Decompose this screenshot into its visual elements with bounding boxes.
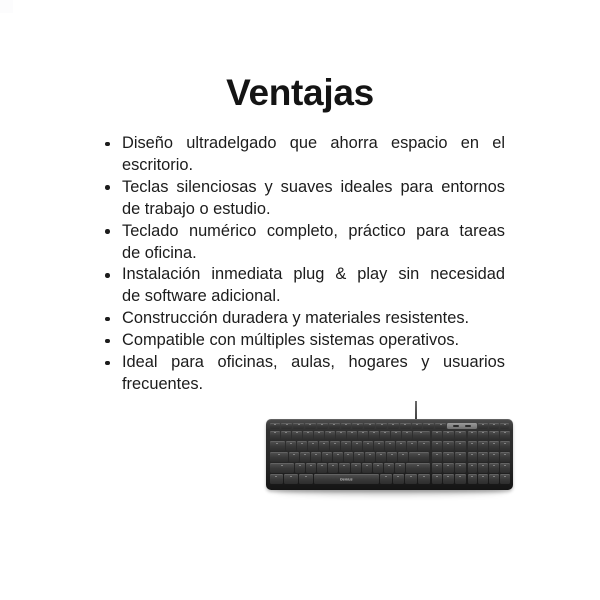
key [325, 431, 335, 441]
key [435, 423, 446, 430]
key [270, 474, 284, 484]
key [443, 441, 454, 451]
key [432, 474, 443, 484]
key [329, 423, 340, 430]
advantage-line: Teclado numérico completo, práctico para tareas [122, 221, 505, 240]
key [270, 441, 285, 451]
key [413, 431, 430, 441]
page-title: Ventajas [226, 72, 374, 113]
key [319, 441, 329, 451]
key [364, 423, 375, 430]
key [281, 423, 292, 430]
key [341, 423, 352, 430]
key [393, 474, 405, 484]
key [432, 463, 443, 473]
keyboard-lower [270, 431, 510, 485]
key [468, 463, 478, 473]
keyboard-main-block [270, 431, 430, 485]
key [388, 423, 399, 430]
key [443, 474, 454, 484]
key [443, 463, 454, 473]
key [500, 452, 510, 462]
keyboard-row [270, 474, 430, 484]
key [468, 431, 478, 441]
indicator-lights [447, 423, 477, 430]
keyboard-numpad [468, 431, 510, 485]
key [362, 463, 372, 473]
key [322, 452, 332, 462]
key [384, 463, 394, 473]
key [478, 423, 488, 430]
advantage-item [103, 133, 505, 177]
key [333, 452, 343, 462]
spacebar-key [314, 474, 379, 484]
advantage-line: de trabajo o estudio. [122, 199, 271, 218]
key [455, 431, 466, 441]
corner-artifact [0, 0, 13, 13]
key [317, 463, 327, 473]
key [500, 431, 510, 441]
key [468, 452, 478, 462]
key [369, 431, 379, 441]
key [405, 474, 417, 484]
advantage-item [103, 352, 505, 396]
key [385, 441, 395, 451]
key [500, 463, 510, 473]
key [284, 474, 298, 484]
keyboard-function-row [270, 423, 510, 430]
advantage-line: Compatible con múltiples sistemas operativos. [122, 331, 460, 350]
key [489, 452, 499, 462]
key [489, 423, 499, 430]
key [443, 452, 454, 462]
advantage-item [103, 221, 505, 265]
key [423, 423, 434, 430]
key [336, 431, 346, 441]
key [330, 441, 340, 451]
key [373, 463, 383, 473]
key [478, 441, 488, 451]
key [432, 441, 443, 451]
key [270, 452, 289, 462]
key [374, 441, 384, 451]
advantage-line: de software adicional. [122, 287, 281, 306]
key [351, 463, 361, 473]
advantage-line: Diseño ultradelgado que ahorra espacio en el [122, 134, 505, 152]
key [308, 441, 318, 451]
advantage-item [103, 264, 505, 308]
key [489, 474, 499, 484]
keyboard-nav-cluster [432, 431, 466, 485]
advantages-list [103, 133, 505, 396]
key [395, 463, 405, 473]
key [500, 474, 510, 484]
key [297, 441, 307, 451]
advantage-item [103, 330, 505, 352]
key [500, 423, 510, 430]
key [344, 452, 354, 462]
key [311, 452, 321, 462]
key [387, 452, 397, 462]
key [391, 431, 401, 441]
key [418, 441, 430, 451]
key [281, 431, 291, 441]
key [402, 431, 412, 441]
key [398, 452, 408, 462]
key [455, 441, 466, 451]
key [314, 431, 324, 441]
key [406, 463, 429, 473]
key [292, 431, 302, 441]
key [468, 474, 478, 484]
key [432, 431, 443, 441]
key [489, 441, 499, 451]
key [478, 463, 488, 473]
key [455, 463, 466, 473]
key [455, 474, 466, 484]
key [380, 431, 390, 441]
keyboard-row [270, 431, 430, 441]
key [352, 423, 363, 430]
keyboard-row [270, 441, 430, 451]
key [299, 474, 313, 484]
key [407, 441, 417, 451]
key [303, 431, 313, 441]
key [286, 441, 296, 451]
key [409, 452, 430, 462]
key [443, 431, 454, 441]
key [347, 431, 357, 441]
key [270, 423, 281, 430]
key [500, 441, 510, 451]
keyboard-row [270, 452, 430, 462]
key [354, 452, 364, 462]
key [365, 452, 375, 462]
key [328, 463, 338, 473]
key [396, 441, 406, 451]
key [341, 441, 351, 451]
key [376, 423, 387, 430]
key [455, 452, 466, 462]
key [317, 423, 328, 430]
key [478, 474, 488, 484]
key [270, 463, 294, 473]
key [363, 441, 373, 451]
key [289, 452, 299, 462]
key [400, 423, 411, 430]
advantage-line: de oficina. [122, 243, 197, 262]
advantage-line: Teclas silenciosas y suaves ideales para entornos [122, 177, 505, 196]
key [478, 431, 488, 441]
key [305, 423, 316, 430]
advantage-line: escritorio. [122, 155, 194, 174]
key [380, 474, 392, 484]
advantage-line: Construcción duradera y materiales resistentes. [122, 309, 470, 328]
key [352, 441, 362, 451]
advantage-line: Instalación inmediata plug & play sin necesidad [122, 265, 505, 284]
key [306, 463, 316, 473]
key [358, 431, 368, 441]
advantage-item [103, 308, 505, 330]
key [489, 463, 499, 473]
advantage-line: Ideal para oficinas, aulas, hogares y usuarios [122, 353, 505, 372]
keyboard-shadow [275, 486, 506, 495]
advantage-line: frecuentes. [122, 374, 204, 393]
key [293, 423, 304, 430]
key [468, 441, 478, 451]
key [432, 452, 443, 462]
keyboard-body [266, 419, 513, 490]
keyboard-row [270, 463, 430, 473]
key [300, 452, 310, 462]
key [295, 463, 305, 473]
keyboard-brand-logo: Genius [339, 476, 353, 482]
key [489, 431, 499, 441]
keyboard-cable [415, 401, 417, 422]
key [270, 431, 280, 441]
key [478, 452, 488, 462]
key [376, 452, 386, 462]
key [412, 423, 423, 430]
key [339, 463, 349, 473]
key [418, 474, 430, 484]
advantage-item [103, 177, 505, 221]
